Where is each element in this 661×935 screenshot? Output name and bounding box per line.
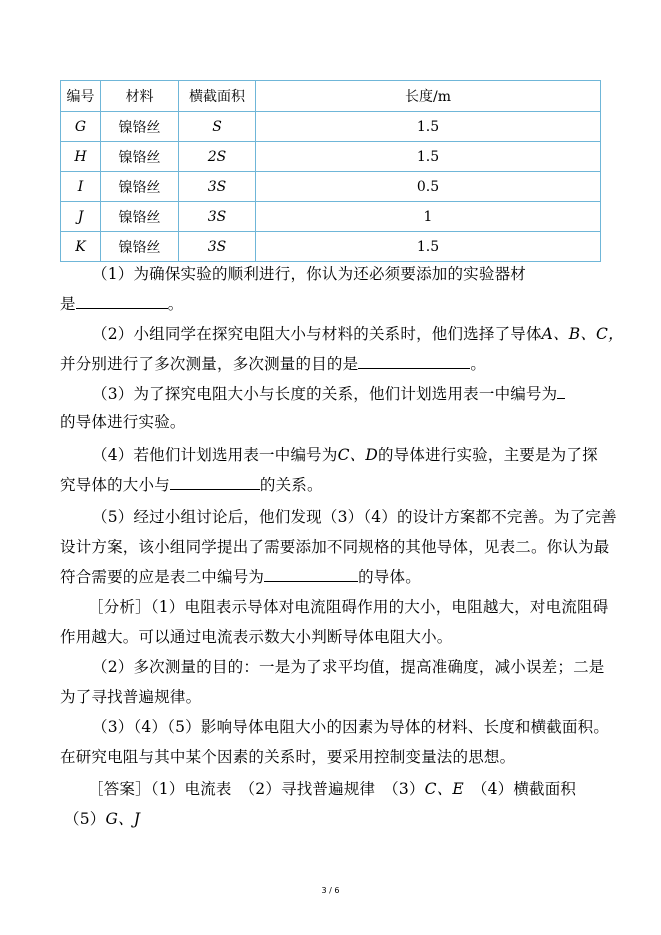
question-4-text-3: 究导体的大小与 [60, 476, 170, 494]
question-4-line-2 [60, 473, 323, 495]
table-row [61, 172, 601, 202]
analysis-line-2: 作用越大。可以通过电流表示数大小判断导体电阻大小。 [60, 628, 453, 646]
question-3-line-2: 的导体进行实验。 [60, 413, 186, 431]
table-cell-material: 镍铬丝 [101, 112, 179, 142]
specimen-table [60, 80, 601, 262]
question-4-line-1 [92, 443, 598, 465]
table-cell-id: K [61, 232, 101, 262]
question-1-end: 。 [167, 295, 184, 313]
question-2-text-2: 并分别进行了多次测量，多次测量的目的是 [60, 355, 359, 373]
answer-vars-2: G、J [105, 810, 141, 828]
table-cell-material: 镍铬丝 [101, 232, 179, 262]
question-1-line-1: （1）为确保实验的顺利进行，你认为还必须要添加的实验器材 [92, 265, 526, 283]
analysis-line-5: （3）（4）（5）影响导体电阻大小的因素为导体的材料、长度和横截面积。 [92, 718, 610, 736]
answer-text: ［答案］（1）电流表 （2）寻找普遍规律 （3） [88, 780, 425, 798]
question-5-line-1: （5）经过小组讨论后，他们发现（3）（4）的设计方案都不完善。为了完善 [92, 508, 617, 526]
table-row [61, 142, 601, 172]
question-2-text: （2）小组同学在探究电阻大小与材料的关系时，他们选择了导体 [92, 325, 542, 343]
table-cell-area: 3S [179, 172, 256, 202]
table-cell-material: 镍铬丝 [101, 142, 179, 172]
table-cell-id: H [61, 142, 101, 172]
table-cell-area: 2S [179, 142, 256, 172]
table-cell-length: 1.5 [256, 112, 601, 142]
question-5-text: 符合需要的应是表二中编号为 [60, 568, 265, 586]
analysis-line-4: 为了寻找普遍规律。 [60, 688, 202, 706]
answer-text-3: （5） [64, 810, 106, 828]
page-number: 3 / 6 [321, 886, 340, 895]
table-cell-length: 0.5 [256, 172, 601, 202]
table-header-cell: 材料 [101, 81, 179, 112]
question-4-vars: C、D [337, 446, 378, 464]
answer-blank [557, 384, 565, 399]
analysis-line-6: 在研究电阻与其中某个因素的关系时，要采用控制变量法的思想。 [60, 748, 516, 766]
table-header-cell: 编号 [61, 81, 101, 112]
table-cell-length: 1 [256, 202, 601, 232]
table-cell-id: I [61, 172, 101, 202]
question-1-prefix: 是 [60, 295, 76, 313]
question-2-vars: A、B、C， [541, 325, 624, 343]
question-5-line-2: 设计方案，该小组同学提出了需要添加不同规格的其他导体，见表二。你认为最 [60, 538, 610, 556]
table-header-row [61, 81, 601, 112]
table-header-cell: 长度/m [256, 81, 601, 112]
table-cell-id: G [61, 112, 101, 142]
table-row [61, 112, 601, 142]
answer-text-2: （4）横截面积 [463, 780, 577, 798]
answer-blank [358, 354, 470, 369]
question-3-text: （3）为了探究电阻大小与长度的关系，他们计划选用表一中编号为 [92, 385, 558, 403]
question-4-text-2: 的导体进行实验，主要是为了探 [377, 446, 598, 464]
question-2-end: 。 [470, 355, 487, 373]
question-1-line-2 [60, 292, 183, 314]
answer-blank [170, 475, 260, 490]
table-cell-material: 镍铬丝 [101, 172, 179, 202]
table-cell-area: 3S [179, 232, 256, 262]
table-cell-length: 1.5 [256, 232, 601, 262]
table-header-cell: 横截面积 [179, 81, 256, 112]
question-3-line-1 [92, 382, 565, 404]
answer-line-1 [88, 777, 576, 799]
answer-line-2 [64, 807, 140, 829]
table-cell-area: S [179, 112, 256, 142]
table-cell-area: 3S [179, 202, 256, 232]
table-row [61, 202, 601, 232]
answer-blank [76, 294, 168, 309]
table-row [61, 232, 601, 262]
question-2-line-2 [60, 352, 486, 374]
answer-blank [264, 567, 358, 582]
table-cell-material: 镍铬丝 [101, 202, 179, 232]
question-5-end: 的导体。 [358, 568, 421, 586]
table-cell-id: J [61, 202, 101, 232]
question-4-text: （4）若他们计划选用表一中编号为 [92, 446, 338, 464]
question-4-end: 的关系。 [259, 476, 323, 494]
answer-vars: C、E [424, 780, 464, 798]
analysis-line-3: （2）多次测量的目的：一是为了求平均值，提高准确度，减小误差；二是 [92, 658, 605, 676]
table-cell-length: 1.5 [256, 142, 601, 172]
question-5-line-3 [60, 565, 421, 587]
question-2-line-1 [92, 322, 624, 344]
analysis-line-1: ［分析］（1）电阻表示导体对电流阻碍作用的大小，电阻越大，对电流阻碍 [88, 598, 609, 616]
